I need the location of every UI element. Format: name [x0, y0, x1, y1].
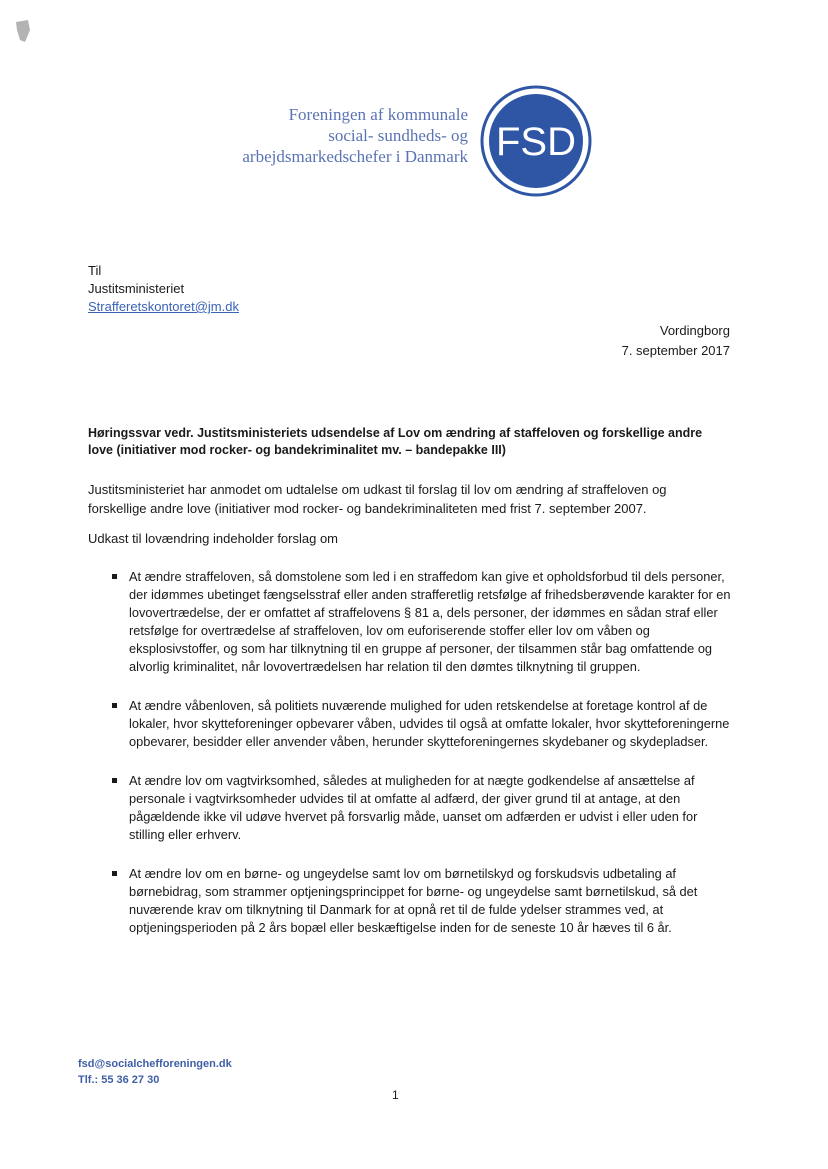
subject-heading: Høringssvar vedr. Justitsministeriets udsendelse af Lov om ændring af staffeloven og forskellige andre love (initiativer mod rocker- og bandekriminalitet mv. – bandepakke III): [88, 426, 703, 457]
recipient-to-label: Til: [88, 263, 102, 278]
org-name-line: arbejdsmarkedschefer i Danmark: [242, 147, 468, 166]
list-item-text: At ændre lov om en børne- og ungeydelse samt lov om børnetilskyd og forskudsvis udbetaling af børnebidrag, som strammer optjeningsprincippet for børne- og ungeydelse samt børnetilskud, så det nuværende krav om tilknytning til Danmark for at opnå ret til de fulde ydelser strammes ved, at optjeningsperioden på 2 års bopæl eller beskæftigelse inden for de seneste 10 år hæves til 6 år.: [129, 866, 698, 935]
footer-contact: [78, 1056, 232, 1088]
fsd-logo: [480, 85, 592, 197]
proposal-list: [112, 568, 732, 937]
list-item: [112, 568, 732, 676]
list-item: [112, 772, 732, 844]
list-item: [112, 697, 732, 751]
list-item-text: At ændre våbenloven, så politiets nuværende mulighed for uden retskendelse at foretage kontrol af de lokaler, hvor skytteforeninger opbevarer våben, udvides til også at omfatte lokaler, hvor skytteforeningerne opbevarer, besidder eller anvender våben, herunder skytteforeningernes skydebaner og skydepladser.: [129, 698, 730, 749]
bullet-icon: [112, 778, 117, 783]
page-number: 1: [392, 1088, 399, 1102]
logo-text: FSD: [496, 120, 576, 164]
place-date-block: [622, 321, 730, 361]
footer-email: fsd@socialchefforeningen.dk: [78, 1058, 232, 1070]
proposal-intro: Udkast til lovændring indeholder forslag om: [88, 531, 339, 546]
bullet-icon: [112, 703, 117, 708]
scan-artifact-mark: [14, 18, 32, 44]
recipient-email-link[interactable]: Strafferetskontoret@jm.dk: [88, 299, 239, 314]
bullet-icon: [112, 574, 117, 579]
recipient-block: [88, 262, 239, 316]
intro-paragraph: Justitsministeriet har anmodet om udtalelse om udkast til forslag til lov om ændring af straffeloven og forskellige andre love (initiativer mod rocker- og bandekriminaliteten med frist 7. september 2007.: [88, 482, 667, 516]
place: Vordingborg: [659, 323, 730, 338]
org-name-line: social- sundheds- og: [328, 126, 468, 145]
recipient-name: Justitsministeriet: [88, 281, 185, 296]
organization-name: [200, 104, 468, 167]
org-name-line: Foreningen af kommunale: [288, 105, 468, 124]
date: 7. september 2017: [621, 343, 730, 358]
list-item-text: At ændre straffeloven, så domstolene som led i en straffedom kan give et opholdsforbud til dels personer, der idømmes ubetinget fængselsstraf eller anden strafferetlig retsfølge af frihedsberøvende karakter for en lovovertrædelse, der er omfattet af straffelovens § 81 a, dels personer, der idømmes en sådan straf eller retsfølge for overtrædelse af straffeloven, lov om euforiserende stoffer eller lov om våben og eksplosivstoffer, og som har tilknytning til en gruppe af personer, der tilsammen står bag omfattende og alvorlig kriminalitet, når lovovertrædelsen har relation til den dømtes tilknytning til gruppen.: [129, 569, 731, 674]
footer-phone: Tlf.: 55 36 27 30: [78, 1074, 160, 1086]
list-item-text: At ændre lov om vagtvirksomhed, således at muligheden for at nægte godkendelse af ansættelse af personale i vagtvirksomheder udvides til at omfatte al adfærd, der giver grund til at antage, at den pågældende ikke vil udøve hvervet på forsvarlig måde, uanset om adfærden er udvist i eller uden for stilling eller erhverv.: [129, 773, 698, 842]
list-item: [112, 865, 732, 937]
bullet-icon: [112, 871, 117, 876]
